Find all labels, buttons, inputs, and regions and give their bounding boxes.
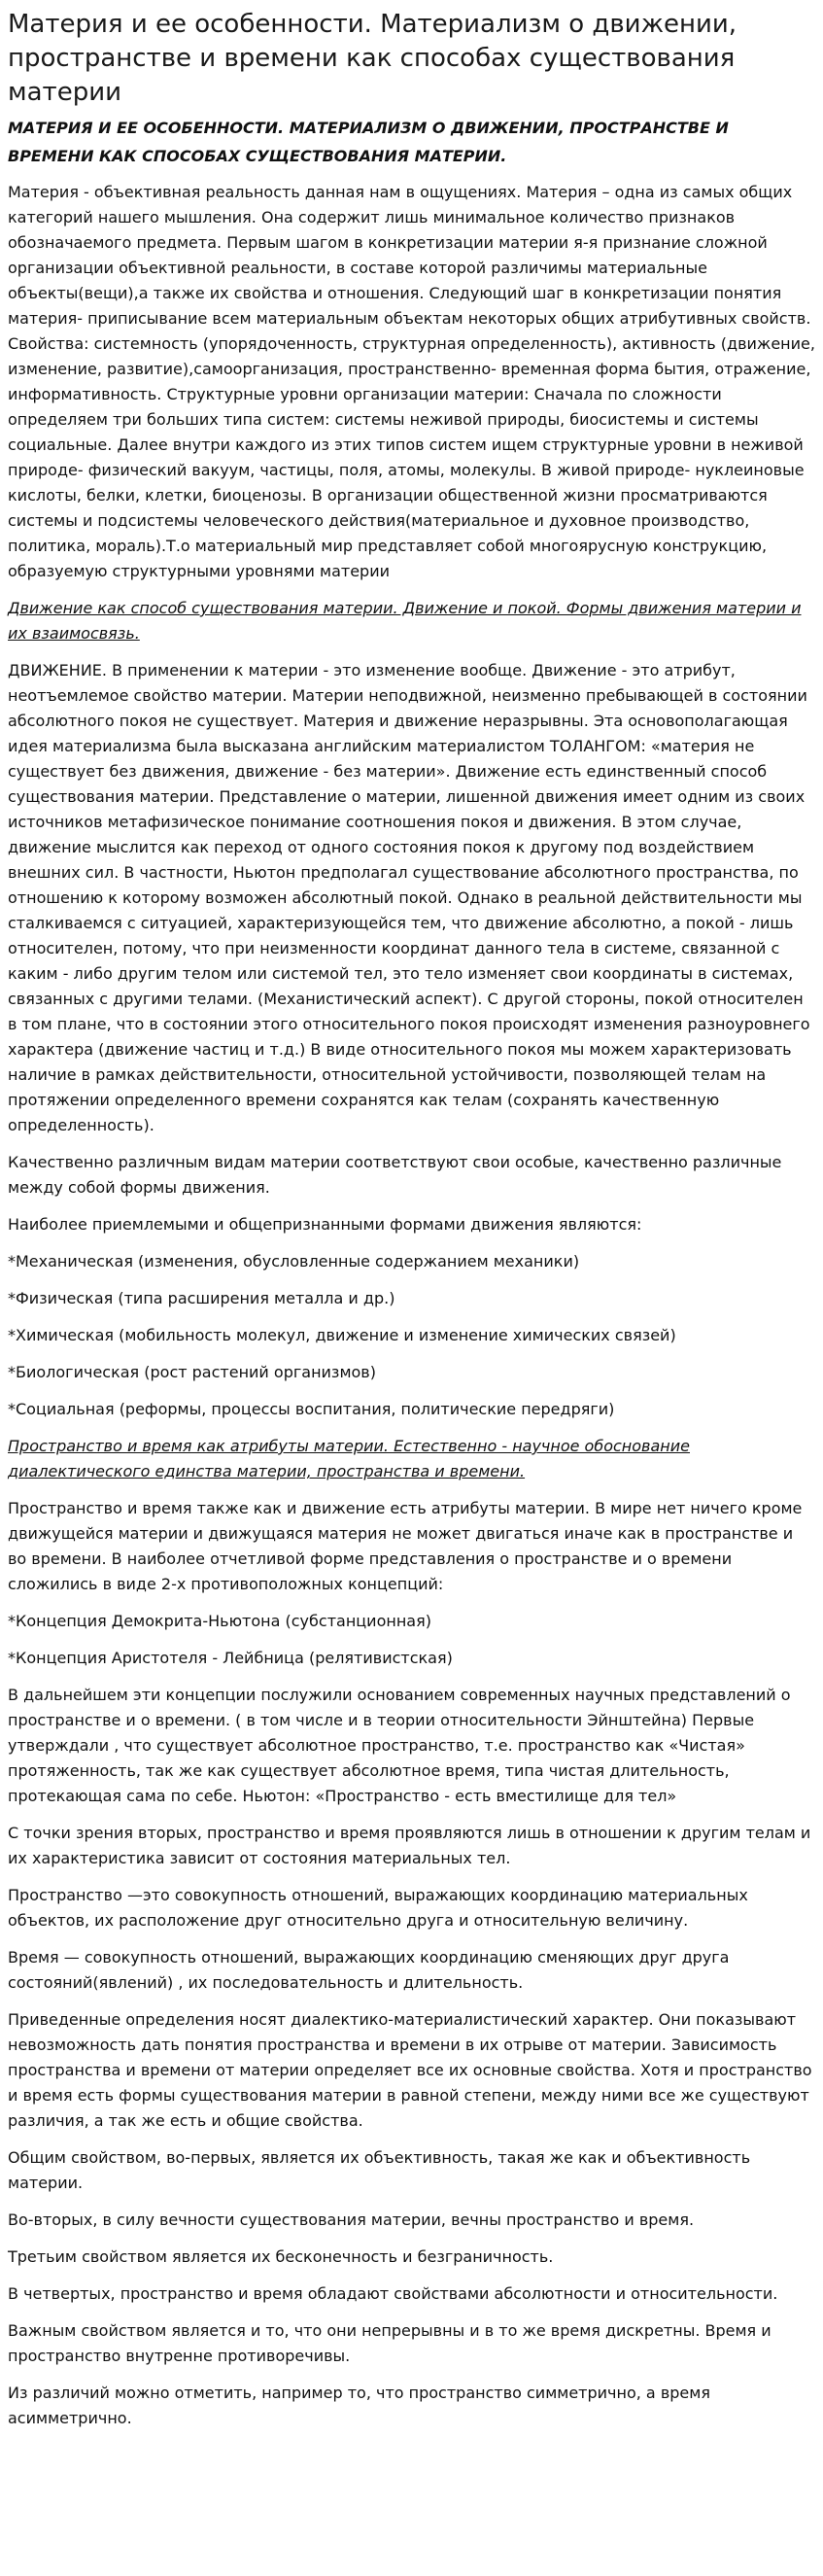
- article-subtitle: МАТЕРИЯ И ЕЕ ОСОБЕННОСТИ. МАТЕРИАЛИЗМ О ДВИЖЕНИИ, ПРОСТРАНСТВЕ И ВРЕМЕНИ КАК СПОСОБАХ СУЩЕСТВОВАНИЯ МАТЕРИИ.: [8, 119, 729, 165]
- paragraph: Общим свойством, во-первых, является их объективность, такая же как и объективность материи.: [8, 2148, 751, 2192]
- paragraph: *Химическая (мобильность молекул, движение и изменение химических связей): [8, 1326, 676, 1344]
- paragraph: В четвертых, пространство и время обладают свойствами абсолютности и относительности.: [8, 2284, 778, 2303]
- paragraph: *Социальная (реформы, процессы воспитания, политические передряги): [8, 1400, 615, 1418]
- paragraph: Пространство —это совокупность отношений, выражающих координацию материальных объектов, их расположение друг относительно друга и относительную величину.: [8, 1886, 748, 1930]
- paragraph: *Концепция Аристотеля - Лейбница (релятивистская): [8, 1649, 453, 1667]
- paragraph: Качественно различным видам материи соответствуют свои особые, качественно различные между собой формы движения.: [8, 1153, 782, 1197]
- paragraph: Третьим свойством является их бесконечность и безграничность.: [8, 2247, 554, 2266]
- paragraph: Материя - объективная реальность данная нам в ощущениях. Материя – одна из самых общих категорий нашего мышления. Она содержит лишь минимальное количество признаков обозначаемого предмета. Первым шагом в конкретизации материи я-я признание сложной организации объективной реальности, в составе которой различимы материальные объекты(вещи),а также их свойства и отношения. Следующий шаг в конкретизации понятия материя- приписывание всем материальным объектам некоторых общих атрибутивных свойств. Свойства: системность (упорядоченность, структурная определенность), активность (движение, изменение, развитие),самоорганизация, пространственно- временная форма бытия, отражение, информативность. Структурные уровни организации материи: Сначала по сложности определяем три больших типа систем: системы неживой природы, биосистемы и системы социальные. Далее внутри каждого из этих типов систем ищем структурные уровни в неживой природе- физический вакуум, частицы, поля, атомы, молекулы. В живой природе- нуклеиновые кислоты, белки, клетки, биоценозы. В организации общественной жизни просматриваются системы и подсистемы человеческого действия(материальное и духовное производство, политика, мораль).Т.о материальный мир представляет собой многоярусную конструкцию, образуемую структурными уровнями материи: [8, 183, 815, 580]
- section-heading: Движение как способ существования материи. Движение и покой. Формы движения материи и их взаимосвязь.: [8, 599, 802, 643]
- paragraph: Наиболее приемлемыми и общепризнанными формами движения являются:: [8, 1215, 642, 1234]
- paragraph: Важным свойством является и то, что они непрерывны и в то же время дискретны. Время и пространство внутренне противоречивы.: [8, 2321, 772, 2365]
- paragraph: *Механическая (изменения, обусловленные содержанием механики): [8, 1252, 580, 1271]
- paragraph: Во-вторых, в силу вечности существования материи, вечны пространство и время.: [8, 2210, 695, 2229]
- paragraph: Из различий можно отметить, например то, что пространство симметрично, а время асимметрично.: [8, 2384, 710, 2427]
- page-title: Материя и ее особенности. Материализм о движении, пространстве и времени как способах существования материи: [8, 10, 737, 107]
- paragraph: *Концепция Демокрита-Ньютона (субстанционная): [8, 1612, 431, 1630]
- section-heading: Пространство и время как атрибуты материи. Естественно - научное обоснование диалектического единства материи, пространства и времени.: [8, 1437, 690, 1480]
- paragraph: С точки зрения вторых, пространство и время проявляются лишь в отношении к другим телам и их характеристика зависит от состояния материальных тел.: [8, 1824, 811, 1867]
- article-body: [8, 180, 815, 2431]
- paragraph: ДВИЖЕНИЕ. В применении к материи - это изменение вообще. Движение - это атрибут, неотъемлемое свойство материи. Материи неподвижной, неизменно пребывающей в состоянии абсолютного покоя не существует. Материя и движение неразрывны. Эта основополагающая идея материализма была высказана английским материалистом ТОЛАНГОМ: «материя не существует без движения, движение - без материи». Движение есть единственный способ существования материи. Представление о материи, лишенной движения имеет одним из своих источников метафизическое понимание соотношения покоя и движения. В этом случае, движение мыслится как переход от одного состояния покоя к другому под воздействием внешних сил. В частности, Ньютон предполагал существование абсолютного пространства, по отношению к которому возможен абсолютный покой. Однако в реальной действительности мы сталкиваемся с ситуацией, характеризующейся тем, что движение абсолютно, а покой - лишь относителен, потому, что при неизменности координат данного тела в системе, связанной с каким - либо другим телом или системой тел, это тело изменяет свои координаты в системах, связанных с другими телами. (Механистический аспект). С другой стороны, покой относителен в том плане, что в состоянии этого относительного покоя происходят изменения разноуровнего характера (движение частиц и т.д.) В виде относительного покоя мы можем характеризовать наличие в рамках действительности, относительной устойчивости, позволяющей телам на протяжении определенного времени сохранятся как телам (сохранять качественную определенность).: [8, 661, 810, 1134]
- paragraph: *Биологическая (рост растений организмов): [8, 1363, 376, 1381]
- paragraph: Пространство и время также как и движение есть атрибуты материи. В мире нет ничего кроме движущейся материи и движущаяся материя не может двигаться иначе как в пространстве и во времени. В наиболее отчетливой форме представления о пространстве и о времени сложились в виде 2-х противоположных концепций:: [8, 1499, 803, 1593]
- paragraph: *Физическая (типа расширения металла и др.): [8, 1289, 395, 1307]
- paragraph: В дальнейшем эти концепции послужили основанием современных научных представлений о пространстве и о времени. ( в том числе и в теории относительности Эйнштейна) Первые утверждали , что существует абсолютное пространство, т.е. пространство как «Чистая» протяженность, так же как существует абсолютное время, типа чистая длительность, протекающая сама по себе. Ньютон: «Пространство - есть вместилище для тел»: [8, 1686, 791, 1805]
- paragraph: Время — совокупность отношений, выражающих координацию сменяющих друг друга состояний(явлений) , их последовательность и длительность.: [8, 1948, 730, 1992]
- paragraph: Приведенные определения носят диалектико-материалистический характер. Они показывают невозможность дать понятия пространства и времени в их отрыве от материи. Зависимость пространства и времени от материи определяет все их основные свойства. Хотя и пространство и время есть формы существования материи в равной степени, между ними все же существуют различия, а так же есть и общие свойства.: [8, 2010, 812, 2130]
